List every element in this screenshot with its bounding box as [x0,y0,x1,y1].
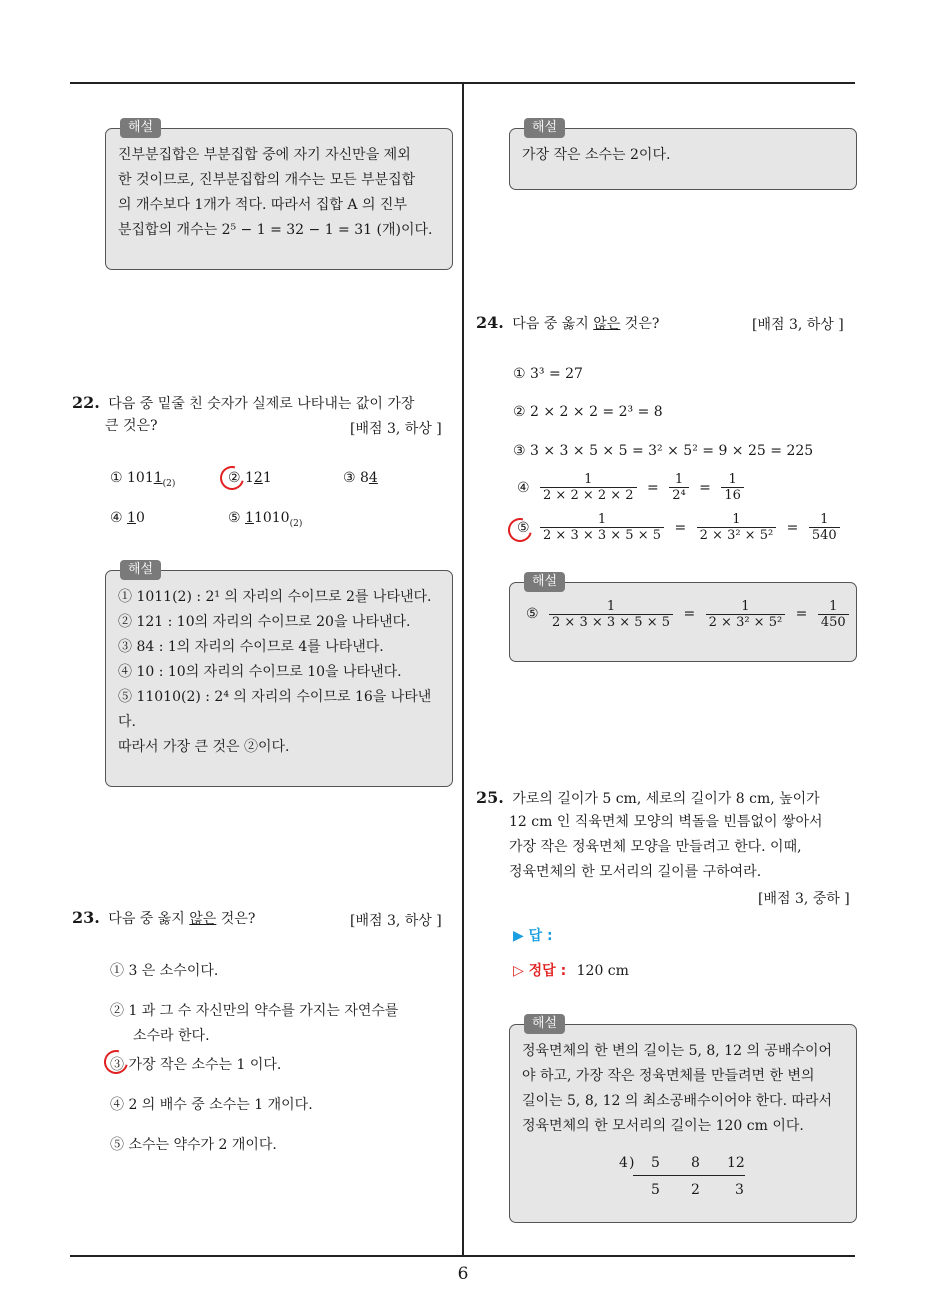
solution-line: 야 하고, 가장 작은 정육면체를 만들려면 한 변의 [522,1068,815,1084]
correct-answer-label: ▷ 정답 : [513,963,567,979]
solution-tag: 해설 [120,560,161,580]
solution-box-24 [509,574,857,662]
option-4[interactable]: ④ $\frac{1}{2 \times 2 \times 2 \times 2}$ = $\frac{1}{\text{2⁴}}$ = $\frac{1}{16}$ [513,472,746,503]
option-2[interactable]: ② 1 과 그 수 자신만의 약수를 가지는 자연수를 [110,1003,399,1019]
question-25-line: 정육면체의 한 모서리의 길이를 구하여라. [509,864,762,880]
solution-box-22 [105,562,453,787]
question-text-underlined: 않은 [189,911,217,927]
option-2-cont: 소수라 한다. [133,1028,210,1044]
solution-line: 한 것이므로, 진부분집합의 개수는 모든 부분집합 [118,172,416,188]
question-text-post: 것은? [620,316,660,332]
option-1[interactable]: ① 3³ = 27 [513,366,583,382]
solution-line: 분집합의 개수는 2⁵ − 1 = 32 − 1 = 31 (개)이다. [118,222,433,238]
division-cell: 8 [691,1155,700,1171]
solution-line: 가장 작은 소수는 2이다. [522,147,671,163]
solution-line: ① 1011(2) : 2¹ 의 자리의 수이므로 2를 나타낸다. [118,589,432,605]
bottom-rule [70,1255,855,1257]
solution-line: 의 개수보다 1개가 적다. 따라서 집합 A 의 진부 [118,197,407,213]
division-cell: 3 [735,1182,744,1198]
option-mark: ④ [517,479,530,496]
fraction: $\frac{1}{2 \times 3 \times 3 \times 5 \times 5}$ [540,512,664,543]
column-divider [462,82,464,1256]
option-1[interactable]: ① $1011_{(2)}$ [110,470,176,489]
solution-box-21 [105,120,453,270]
option-1[interactable]: ① 3 은 소수이다. [110,963,219,979]
solution-tag: 해설 [120,118,161,138]
divisor: 4 [619,1155,628,1171]
fraction: $\frac{1}{2 \times 2 \times 2 \times 2}$ [540,472,637,503]
solution-line: 정육면체의 한 변의 길이는 5, 8, 12 의 공배수이어 [522,1043,833,1059]
division-cell: 12 [727,1155,745,1171]
question-text-pre: 다음 중 옳지 [512,316,594,332]
question-text-underlined: 않은 [593,316,621,332]
solution-line: 진부분집합은 부분집합 중에 자기 자신만을 제외 [118,147,411,163]
division-line [633,1175,745,1176]
score-label: [배점 3, 하상 ] [350,913,442,929]
question-22 [72,390,452,417]
score-label: [배점 3, 하상 ] [350,421,442,437]
fraction: $\frac{1}{16}$ [721,472,744,503]
fraction: $\frac{1}{\text{2 × 3² × 5²}}$ [697,512,777,543]
question-25-line: 가장 작은 정육면체 모양을 만들려고 한다. 이때, [509,839,802,855]
solution-line: ③ 84 : 1의 자리의 수이므로 4를 나타낸다. [118,639,384,655]
option-5[interactable]: ⑤ $\frac{1}{2 \times 3 \times 3 \times 5 \times 5}$ = $\frac{1}{\text{2 × 3² × 5²}}$ = $\frac{1}{540}$ [513,512,842,543]
option-2[interactable]: ② 2 × 2 × 2 = 2³ = 8 [513,404,663,420]
solution-line: 따라서 가장 큰 것은 ②이다. [118,739,290,755]
solution-line: 정육면체의 한 모서리의 길이는 120 cm 이다. [522,1118,804,1134]
option-5[interactable]: ⑤ $11010_{(2)}$ [228,510,303,529]
solution-line: ④ 10 : 10의 자리의 수이므로 10을 나타낸다. [118,664,402,680]
solution-tag: 해설 [524,118,565,138]
question-number: 22. [72,393,100,412]
question-number: 24. [476,313,504,332]
fraction: $\frac{1}{\text{2⁴}}$ [669,472,688,503]
page-number: 6 [457,1264,469,1284]
question-22-line2: 큰 것은? [105,418,158,434]
division-cell: 5 [651,1182,660,1198]
division-cell: 5 [651,1155,660,1171]
question-text-pre: 다음 중 옳지 [108,911,190,927]
score-label: [배점 3, 중하 ] [758,891,850,907]
solution-tag: 해설 [524,1014,565,1034]
solution-tag: 해설 [524,572,565,592]
question-text-post: 것은? [216,911,256,927]
solution-line: ② 121 : 10의 자리의 수이므로 20을 나타낸다. [118,614,411,630]
option-5[interactable]: ⑤ 소수는 약수가 2 개이다. [110,1137,277,1153]
score-label: [배점 3, 하상 ] [752,317,844,333]
question-text: 가로의 길이가 5 cm, 세로의 길이가 8 cm, 높이가 [512,791,820,807]
question-23 [72,905,255,932]
solution-line: 길이는 5, 8, 12 의 최소공배수이어야 한다. 따라서 [522,1093,833,1109]
question-25 [476,785,820,812]
solution-box-23 [509,120,857,190]
question-text: 다음 중 밑줄 친 숫자가 실제로 나타내는 값이 가장 [108,396,415,412]
correct-answer-row [513,960,629,980]
option-2[interactable]: ② 121 [228,470,272,486]
option-3[interactable]: ③ 가장 작은 소수는 1 이다. [110,1057,282,1073]
answer-input-label[interactable]: ▶ 답 : [513,928,553,944]
option-3[interactable]: ③ 84 [343,470,378,486]
option-4[interactable]: ④ 2 의 배수 중 소수는 1 개이다. [110,1097,313,1113]
fraction: $\frac{1}{540}$ [809,512,840,543]
division-cell: 2 [691,1182,700,1198]
option-3[interactable]: ③ 3 × 3 × 5 × 5 = 3² × 5² = 9 × 25 = 225 [513,443,814,459]
question-25-line: 12 cm 인 직육면체 모양의 벽돌을 빈틈없이 쌓아서 [509,814,823,830]
solution-line: ⑤ 11010(2) : 2⁴ 의 자리의 수이므로 16을 나타낸 [118,689,432,705]
question-number: 25. [476,788,504,807]
solution-line: 다. [118,714,136,730]
option-4[interactable]: ④ 10 [110,510,145,526]
option-mark: ⑤ [517,519,530,536]
solution-equation: ⑤ $\frac{1}{2 \times 3 \times 3 \times 5 \times 5}$ = $\frac{1}{\text{2 × 3² × 5²}}$ = $\frac{1}{450}$ [522,599,844,630]
division-table [615,1155,755,1205]
question-number: 23. [72,908,100,927]
division-bracket: ) [629,1155,635,1171]
correct-answer-value: 120 cm [576,963,629,979]
question-24 [476,310,659,337]
